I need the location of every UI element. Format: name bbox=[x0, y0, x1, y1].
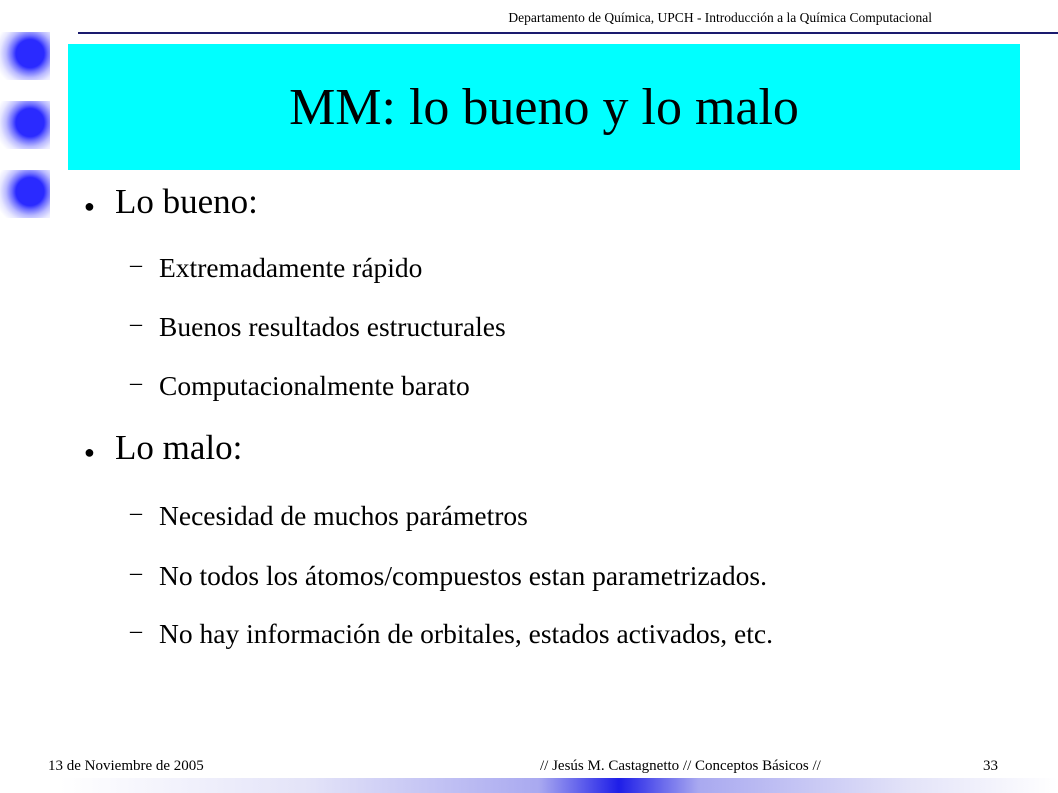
list-item-text: No hay información de orbitales, estados activados, etc. bbox=[159, 618, 773, 649]
decorative-square-2 bbox=[0, 101, 50, 149]
bullet-dash: – bbox=[130, 560, 142, 586]
footer-date: 13 de Noviembre de 2005 bbox=[48, 758, 204, 774]
bullet-dot: ● bbox=[84, 442, 95, 462]
title-box bbox=[68, 44, 1020, 170]
bullet-dash: – bbox=[130, 252, 142, 278]
section-label: Lo bueno: bbox=[115, 182, 258, 221]
list-item-text: Extremadamente rápido bbox=[159, 252, 423, 283]
header-text: Departamento de Química, UPCH - Introducción a la Química Computacional bbox=[508, 10, 932, 25]
footer-page-number: 33 bbox=[983, 758, 998, 774]
bullet-dash: – bbox=[130, 311, 142, 337]
list-item-text: Computacionalmente barato bbox=[159, 370, 470, 401]
footer-author: // Jesús M. Castagnetto // Conceptos Básicos // bbox=[540, 758, 821, 774]
footer-gradient-bar bbox=[60, 778, 1058, 793]
decorative-square-1 bbox=[0, 32, 50, 80]
list-item-text: Buenos resultados estructurales bbox=[159, 311, 506, 342]
bullet-dash: – bbox=[130, 370, 142, 396]
slide-title: MM: lo bueno y lo malo bbox=[289, 78, 799, 136]
list-item-text: Necesidad de muchos parámetros bbox=[159, 500, 528, 531]
decorative-square-3 bbox=[0, 170, 50, 218]
section-label: Lo malo: bbox=[115, 428, 243, 467]
list-item-text: No todos los átomos/compuestos estan parametrizados. bbox=[159, 560, 767, 591]
bullet-dash: – bbox=[130, 500, 142, 526]
bullet-dot: ● bbox=[84, 196, 95, 216]
header-rule bbox=[78, 32, 1058, 34]
bullet-dash: – bbox=[130, 618, 142, 644]
